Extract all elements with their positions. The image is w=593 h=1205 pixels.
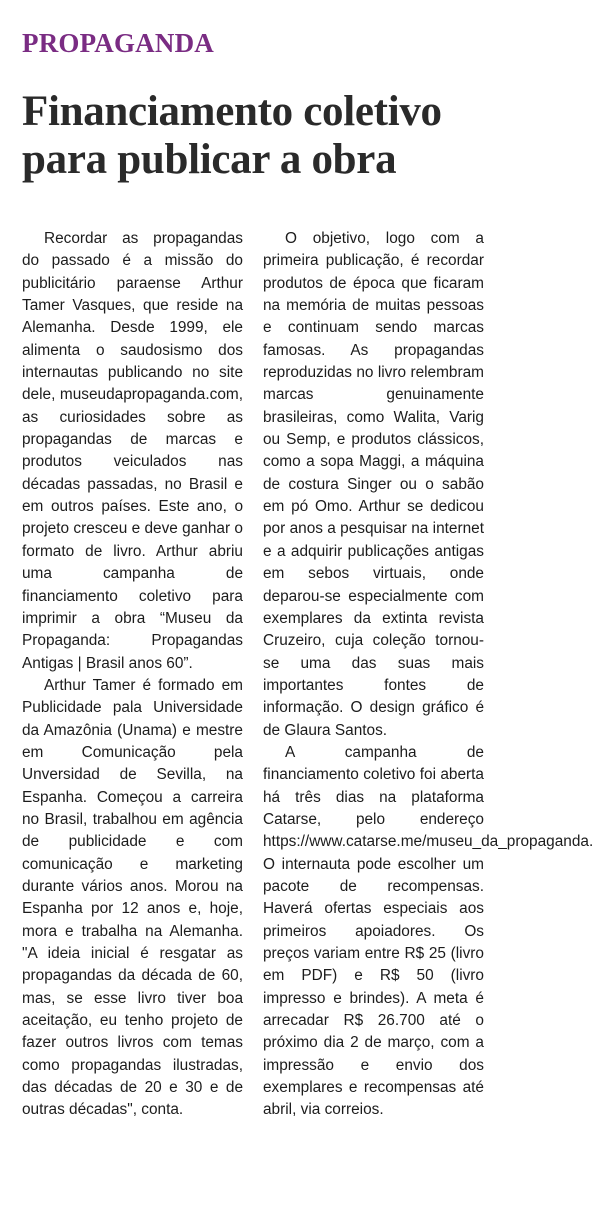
body-column-right bbox=[263, 228, 593, 1188]
paragraph: O objetivo, logo com a primeira publicação, é recordar produtos de época que ficaram na memória de muitas pessoas e continuam sendo marcas famosas. As propagandas reproduzidas no livro relembram marcas genuinamente brasileiras, como Walita, Varig ou Semp, e produtos clássicos, como a sopa Maggi, a máquina de costura Singer ou o sabão em pó Omo. Arthur se dedicou por anos a pesquisar na internet e a adquirir publicações antigas em sebos virtuais, onde deparou-se especialmente com exemplares da extinta revista Cruzeiro, cuja coleção tornou-se uma das suas mais importantes fontes de informação. O design gráfico é de Glaura Santos. bbox=[263, 230, 484, 739]
article-body bbox=[22, 228, 593, 1188]
paragraph: Arthur Tamer é formado em Publicidade pala Universidade da Amazônia (Unama) e mestre em Comunicação pela Unversidad de Sevilla, na Espanha. Começou a carreira no Brasil, trabalhou em agência de publicidade e com comunicação e marketing durante vários anos. Morou na Espanha por 12 anos e, hoje, mora e trabalha na Alemanha. "A ideia inicial é resgatar as propagandas da década de 60, mas, se esse livro tiver boa aceitação, eu tenho projeto de fazer outros livros com temas como propagandas ilustradas, das décadas de 20 e 30 e de outras décadas", conta. bbox=[22, 676, 243, 1119]
section-label: PROPAGANDA bbox=[22, 28, 214, 58]
headline: Financiamento coletivo para publicar a obra bbox=[22, 88, 442, 183]
paragraph: Recordar as propagandas do passado é a missão do publicitário paraense Arthur Tamer Vasques, que reside na Alemanha. Desde 1999, ele alimenta o saudosismo dos internautas publicando no site dele, museudapropaganda.com, as curiosidades sobre as propagandas de marcas e produtos veiculados nas décadas passadas, no Brasil e em outros países. Este ano, o projeto cresceu e deve ganhar o formato de livro. Arthur abriu uma campanha de financiamento coletivo para imprimir a obra “Museu da Propaganda: Propagandas Antigas | Brasil anos 60”. bbox=[22, 230, 243, 672]
body-column-left bbox=[22, 228, 243, 1188]
paragraph: A campanha de financiamento coletivo foi aberta há três dias na plataforma Catarse, pelo endereço https://www.catarse.me/museu_da_propaganda. O internauta pode escolher um pacote de recompensas. Haverá ofertas especiais aos primeiros apoiadores. Os preços variam entre R$ 25 (livro em PDF) e R$ 50 (livro impresso e brindes). A meta é arrecadar R$ 26.700 até o próximo dia 2 de março, com a impressão e envio dos exemplares e recompensas até abril, via correios. bbox=[263, 743, 593, 1119]
